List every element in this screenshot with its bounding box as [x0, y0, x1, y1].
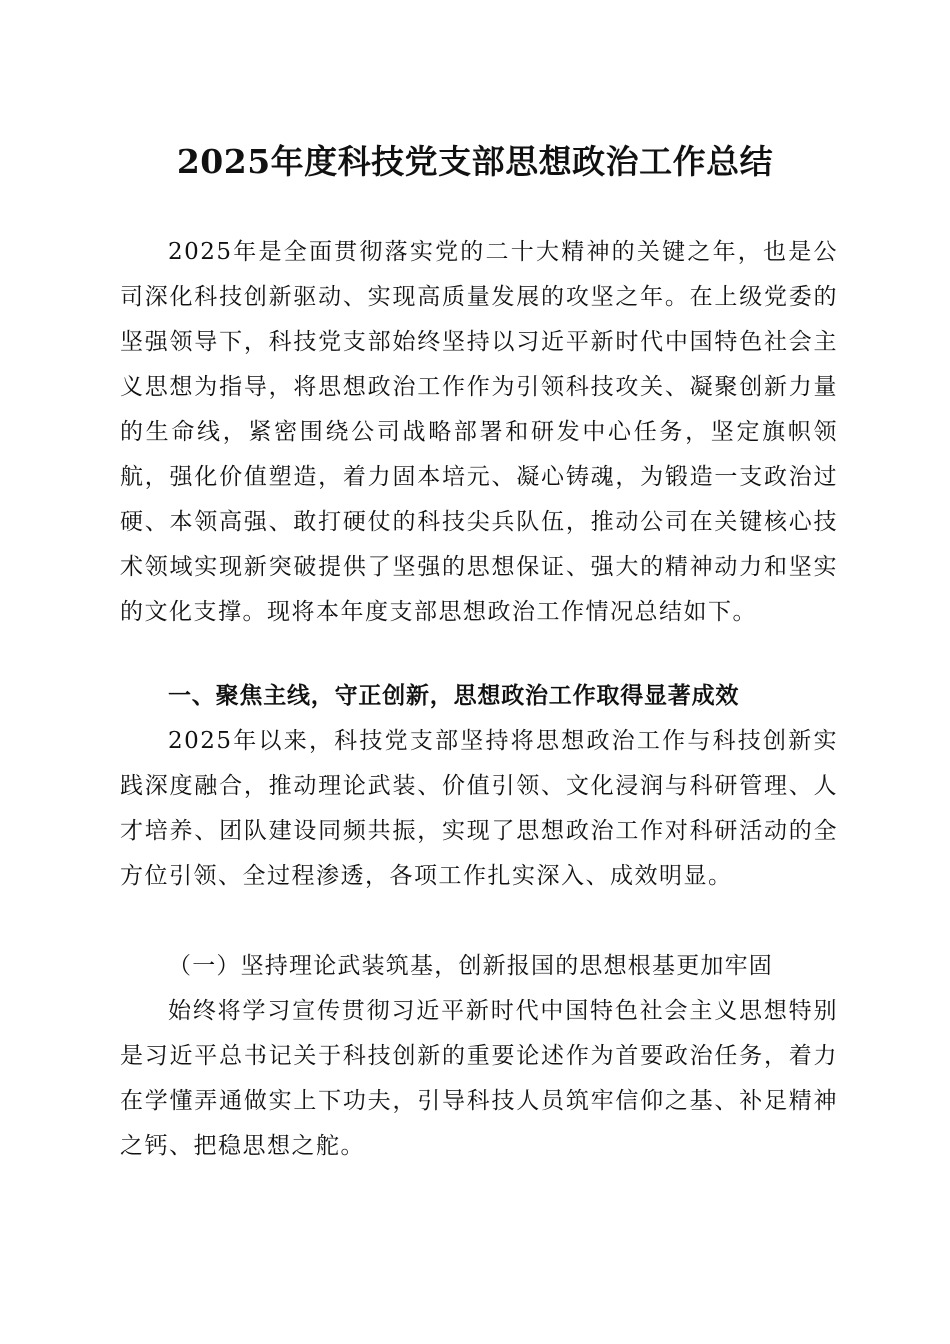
- intro-paragraph: 2025年是全面贯彻落实党的二十大精神的关键之年，也是公司深化科技创新驱动、实现高质量发展的攻坚之年。在上级党委的坚强领导下，科技党支部始终坚持以习近平新时代中国特色社会主义思想为指导，将思想政治工作作为引领科技攻关、凝聚创新力量的生命线，紧密围绕公司战略部署和研发中心任务，坚定旗帜领航，强化价值塑造，着力固本培元、凝心铸魂，为锻造一支政治过硬、本领高强、敢打硬仗的科技尖兵队伍，推动公司在关键核心技术领域实现新突破提供了坚强的思想保证、强大的精神动力和坚实的文化支撑。现将本年度支部思想政治工作情况总结如下。: [120, 239, 838, 625]
- subsection-1-paragraph: 始终将学习宣传贯彻习近平新时代中国特色社会主义思想特别是习近平总书记关于科技创新的重要论述作为首要政治任务，着力在学懂弄通做实上下功夫，引导科技人员筑牢信仰之基、补足精神之钙、把稳思想之舵。: [120, 998, 838, 1159]
- document-title: 2025年度科技党支部思想政治工作总结: [176, 142, 774, 181]
- section-1-paragraph: 2025年以来，科技党支部坚持将思想政治工作与科技创新实践深度融合，推动理论武装、价值引领、文化浸润与科研管理、人才培养、团队建设同频共振，实现了思想政治工作对科研活动的全方位引领、全过程渗透，各项工作扎实深入、成效明显。: [120, 728, 838, 889]
- section-heading-1: 一、聚焦主线，守正创新，思想政治工作取得显著成效: [168, 683, 740, 709]
- subsection-heading-1: （一）坚持理论武装筑基，创新报国的思想根基更加牢固: [168, 953, 773, 979]
